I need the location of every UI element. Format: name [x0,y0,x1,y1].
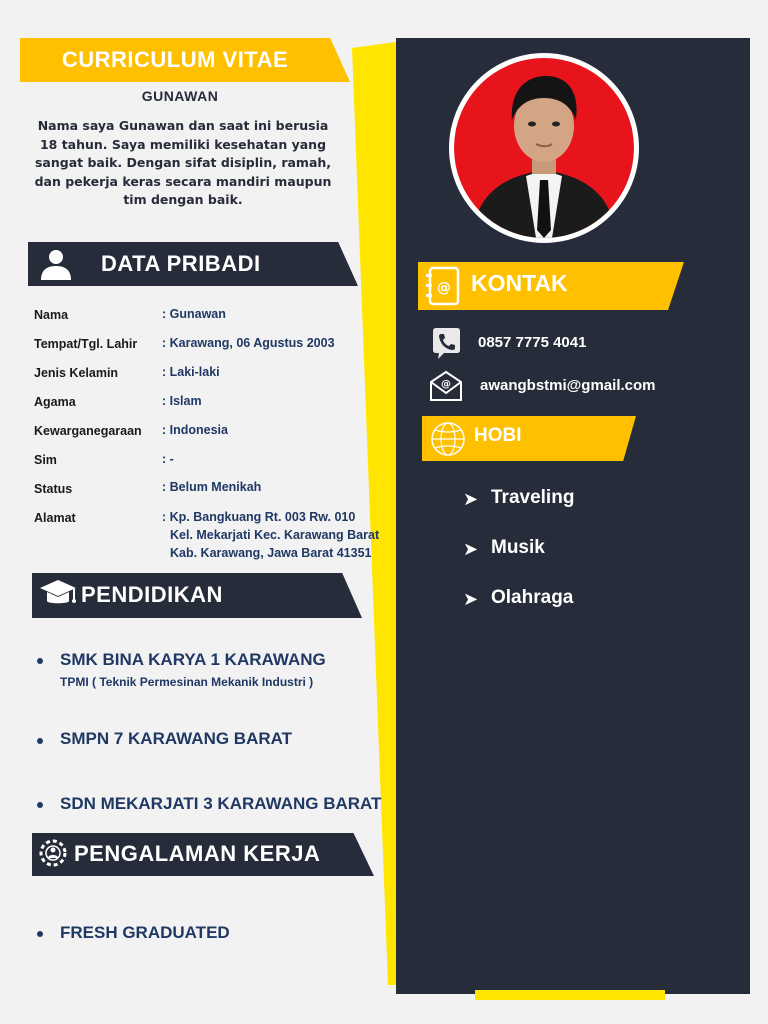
label-citizenship: Kewarganegaraan [34,424,142,438]
svg-text:@: @ [437,280,451,296]
section-title-contact: KONTAK [471,270,568,296]
bullet-dot [37,658,43,664]
label-nama: Nama [34,308,69,322]
hobby-item-olahraga: Olahraga [491,587,574,608]
value-status: : Belum Menikah [162,480,262,494]
label-sim: Sim [34,453,57,467]
value-address-line3: Kab. Karawang, Jawa Barat 41351 [170,546,372,560]
value-sim: : - [162,452,174,466]
hobby-item-musik: Musik [491,537,545,558]
graduation-cap-icon [38,576,78,614]
page-title: CURRICULUM VITAE [61,47,289,72]
contact-email[interactable]: awangbstmi@gmail.com [480,377,656,394]
decorative-bottom-stripe [475,990,665,1000]
gear-people-icon [34,834,72,872]
email-icon [429,370,463,402]
bullet-dot [37,802,43,808]
edu-item-smp: SMPN 7 KARAWANG BARAT [60,729,293,748]
address-book-icon [424,265,464,307]
value-address-line2: Kel. Mekarjati Kec. Karawang Barat [170,528,380,542]
value-address-line1: : Kp. Bangkuang Rt. 003 Rw. 010 [162,510,356,524]
section-title-personal: DATA PRIBADI [101,251,261,276]
value-birth: : Karawang, 06 Agustus 2003 [162,336,335,350]
svg-text:@: @ [441,379,451,390]
section-title-experience: PENGALAMAN KERJA [74,841,321,866]
arrow-bullet-icon: ➤ [463,489,479,510]
person-icon [38,246,74,282]
arrow-bullet-icon: ➤ [463,589,479,610]
edu-item-smk-major: TPMI ( Teknik Permesinan Mekanik Industri ) [60,675,314,689]
bullet-dot [37,931,43,937]
section-title-education: PENDIDIKAN [81,582,223,607]
profile-photo [454,58,634,238]
edu-item-sd: SDN MEKARJATI 3 KARAWANG BARAT [60,794,382,813]
label-religion: Agama [34,395,76,409]
arrow-bullet-icon: ➤ [463,539,479,560]
hobby-item-traveling: Traveling [491,487,575,508]
experience-item: FRESH GRADUATED [60,923,230,942]
value-citizenship: : Indonesia [162,423,228,437]
bullet-dot [37,738,43,744]
globe-icon [425,418,471,460]
label-birth: Tempat/Tgl. Lahir [34,337,138,351]
person-name: GUNAWAN [141,88,219,104]
label-status: Status [34,482,73,496]
value-gender: : Laki-laki [162,365,220,379]
profile-summary: Nama saya Gunawan dan saat ini berusia 18 tahun. Saya memiliki kesehatan yang sangat baik. Dengan sifat disiplin, ramah, dan pekerja keras secara mandiri maupun tim dengan baik. [34,118,332,207]
label-address: Alamat [34,511,76,525]
label-gender: Jenis Kelamin [34,366,119,380]
edu-item-smk: SMK BINA KARYA 1 KARAWANG [60,650,326,669]
phone-icon [430,327,463,360]
section-title-hobby: HOBI [474,425,522,446]
person-portrait-icon [454,58,634,238]
contact-phone[interactable]: 0857 7775 4041 [478,334,587,351]
value-religion: : Islam [162,394,202,408]
value-nama: : Gunawan [162,307,226,321]
